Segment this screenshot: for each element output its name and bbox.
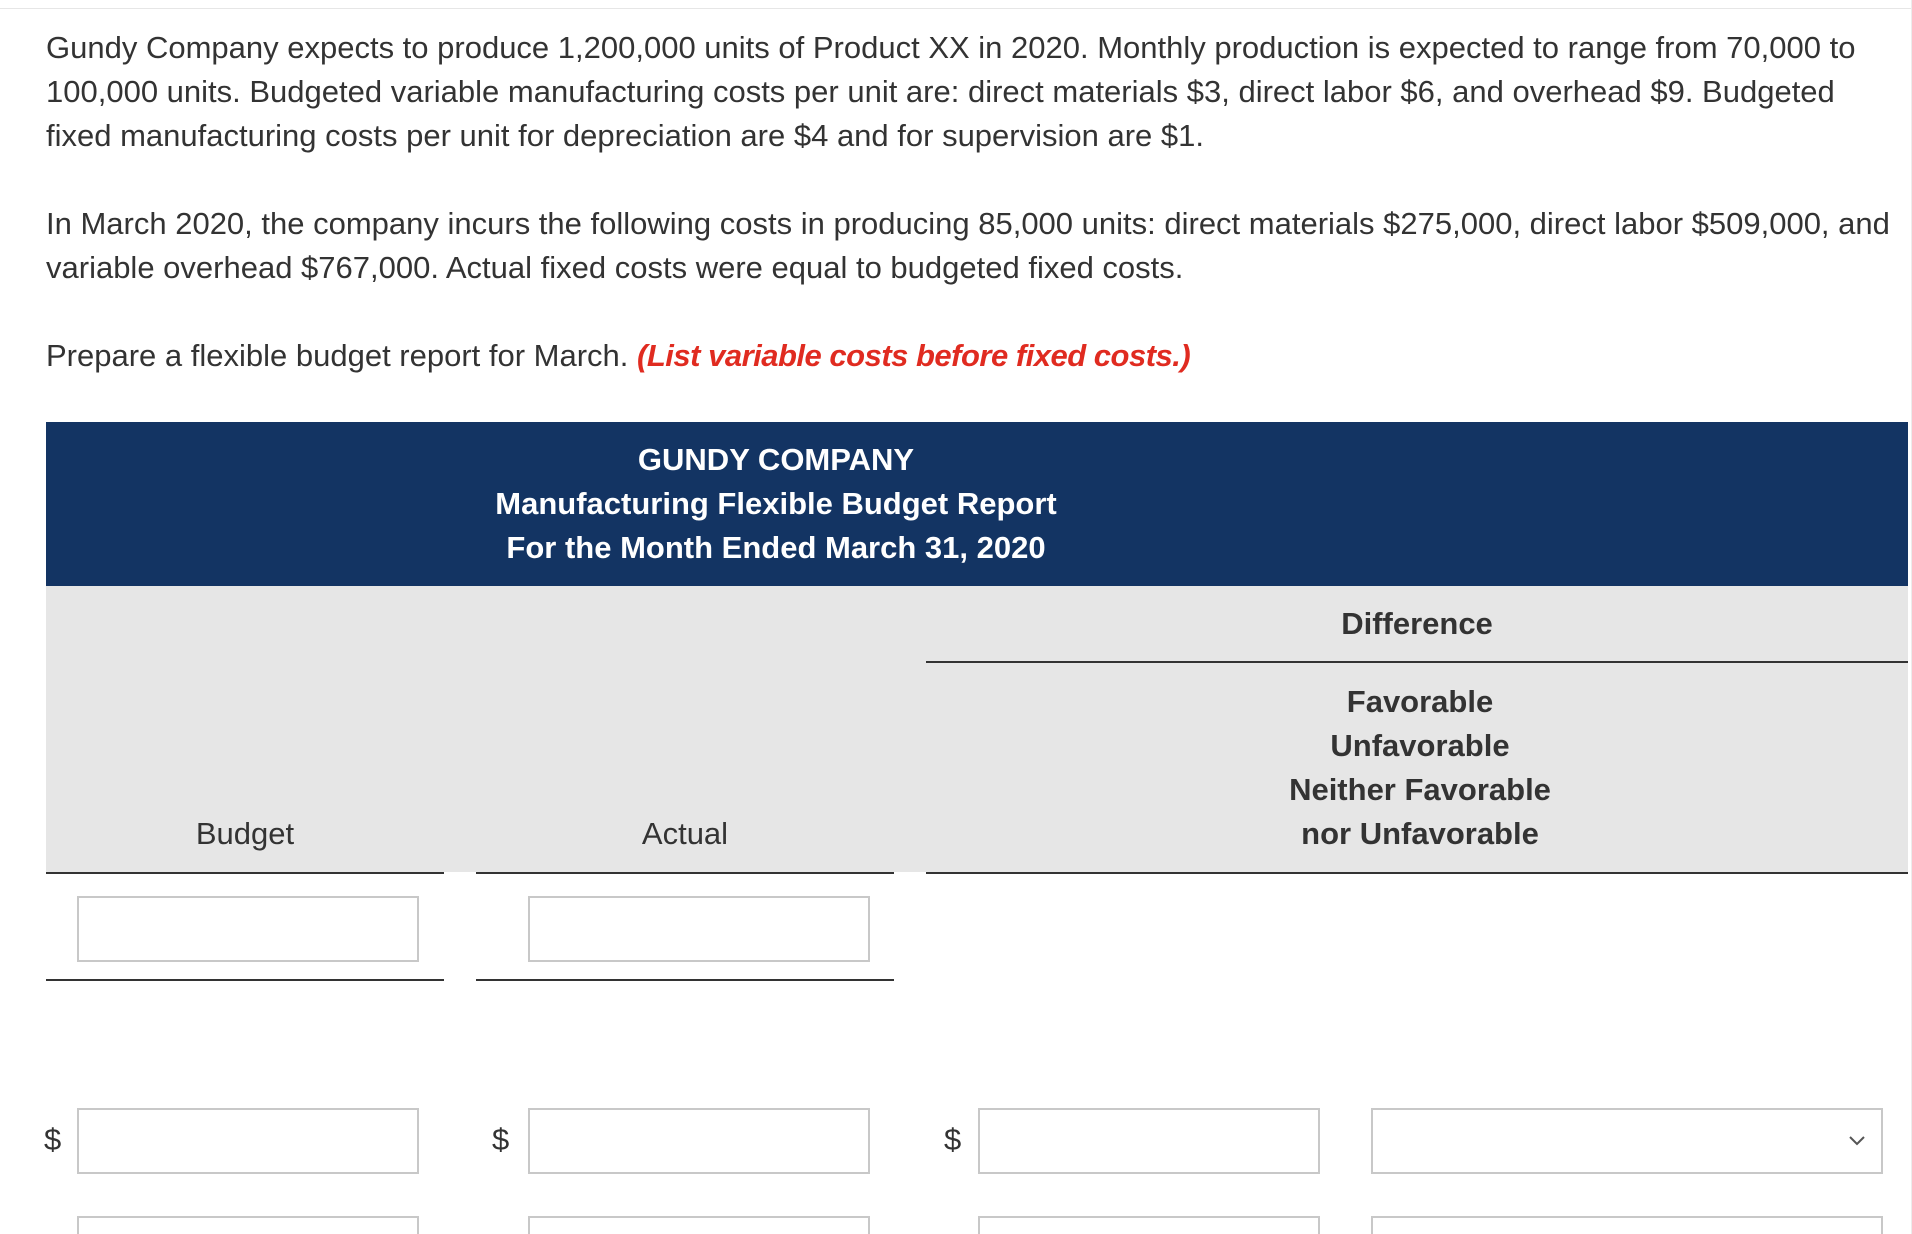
row1-status-select[interactable] (1371, 1108, 1883, 1174)
units-budget-rule (46, 979, 444, 981)
budget-column-header: Budget (195, 816, 295, 851)
chevron-down-icon (1847, 1130, 1867, 1150)
row2-status-select[interactable] (1371, 1216, 1883, 1234)
row2-budget-input[interactable] (77, 1216, 419, 1234)
row1-budget-input[interactable] (77, 1108, 419, 1174)
units-actual-input[interactable] (528, 896, 870, 962)
instruction-text: Prepare a flexible budget report for March. (46, 338, 629, 373)
instruction-line (46, 334, 1906, 378)
status-label-favorable: Favorable (1346, 684, 1494, 719)
difference-dollar-sign: $ (944, 1122, 962, 1157)
difference-header-rule (926, 661, 1908, 663)
row1-actual-input[interactable] (528, 1108, 870, 1174)
problem-paragraph-1: Gundy Company expects to produce 1,200,000 units of Product XX in 2020. Monthly production is expected to range from 70,000 to 100,000 units. Budgeted variable manufacturing costs per unit are: direct materials $3, direct labor $6, and overhead $9. Budgeted fixed manufacturing costs per unit for depreciation are $4 and for supervision are $1. (46, 30, 1856, 153)
report-title: Manufacturing Flexible Budget Report (495, 486, 1057, 521)
report-period: For the Month Ended March 31, 2020 (506, 530, 1046, 565)
budget-dollar-sign: $ (44, 1122, 62, 1157)
budget-header-rule (46, 872, 444, 874)
instruction-note: (List variable costs before fixed costs.) (637, 338, 1191, 373)
report-company-name: GUNDY COMPANY (637, 442, 915, 477)
difference-column-header: Difference (1341, 606, 1493, 641)
top-divider (0, 0, 1912, 9)
difference-bottom-rule (926, 872, 1908, 874)
units-actual-rule (476, 979, 894, 981)
status-label-unfavorable: Unfavorable (1330, 728, 1510, 763)
actual-dollar-sign: $ (492, 1122, 510, 1157)
status-label-neither: Neither Favorable (1289, 772, 1551, 807)
row2-difference-input[interactable] (978, 1216, 1320, 1234)
actual-header-rule (476, 872, 894, 874)
actual-column-header: Actual (641, 816, 729, 851)
units-budget-input[interactable] (77, 896, 419, 962)
row2-actual-input[interactable] (528, 1216, 870, 1234)
status-label-nor-unfavorable: nor Unfavorable (1301, 816, 1539, 851)
row1-difference-input[interactable] (978, 1108, 1320, 1174)
problem-paragraph-2: In March 2020, the company incurs the following costs in producing 85,000 units: direct materials $275,000, direct labor $509,000, and variable overhead $767,000. Actual fixed costs were equal to budgeted fixed costs. (46, 206, 1890, 285)
problem-text (46, 26, 1906, 378)
